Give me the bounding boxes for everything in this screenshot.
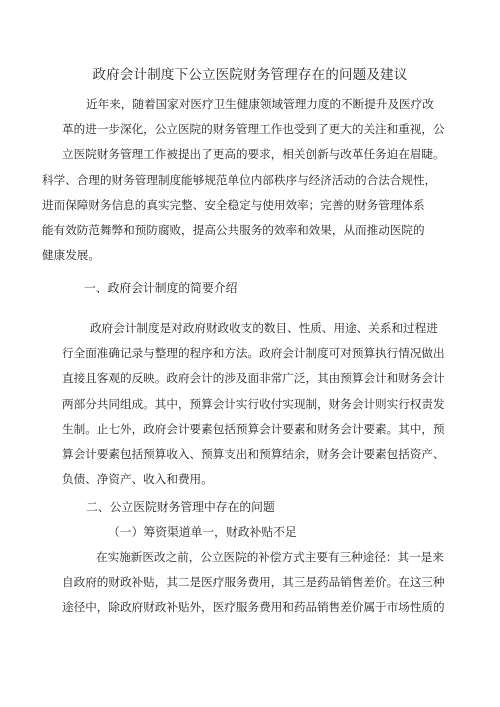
section-heading-2: 二、公立医院财务管理中存在的问题 bbox=[86, 500, 275, 514]
paragraph-line: 算会计要素包括预算收入、预算支出和预算结余，财务会计要素包括资产、 bbox=[62, 446, 445, 461]
subsection1-paragraph bbox=[62, 545, 445, 621]
paragraph-line: 途径中，除政府财政补贴外，医疗服务费用和药品销售差价属于市场性质的 bbox=[62, 600, 445, 615]
paragraph-line: 立医院财务管理工作被提出了更高的要求，相关创新与改革任务迫在眉睫。 bbox=[62, 147, 445, 162]
paragraph-line: 健康发展。 bbox=[42, 248, 100, 263]
paragraph-line: 直接且客观的反映。政府会计的涉及面非常广泛，其由预算会计和财务会计 bbox=[62, 371, 445, 386]
document-title: 政府会计制度下公立医院财务管理存在的问题及建议 bbox=[92, 67, 408, 83]
subsection-heading-1: （一）筹资渠道单一，财政补贴不足 bbox=[108, 525, 297, 539]
paragraph-line: 近年来，随着国家对医疗卫生健康领域管理力度的不断提升及医疗改 bbox=[86, 97, 434, 111]
paragraph-line: 进而保障财务信息的真实完整、安全稳定与使用效率；完善的财务管理体系 bbox=[42, 197, 425, 212]
paragraph-line: 革的进一步深化，公立医院的财务管理工作也受到了更大的关注和重视，公 bbox=[62, 122, 445, 137]
paragraph-line: 生制。止七外，政府会计要素包括预算会计要素和财务会计要素。其中，预 bbox=[62, 421, 445, 436]
paragraph-line: 政府会计制度是对政府财政收支的数目、性质、用途、关系和过程进 bbox=[90, 321, 438, 335]
paragraph-line: 自政府的财政补贴，其二是医疗服务费用，其三是药品销售差价。在这三种 bbox=[62, 575, 445, 590]
section1-paragraph bbox=[62, 316, 445, 492]
paragraph-line: 两部分共同组成。其中，预算会计实行收付实现制，财务会计则实行权责发 bbox=[62, 396, 445, 411]
paragraph-line: 科学、合理的财务管理制度能够规范单位内部秩序与经济活动的合法合规性， bbox=[42, 172, 437, 187]
paragraph-line: 行全面准确记录与整理的程序和方法。政府会计制度可对预算执行情况做出 bbox=[62, 346, 445, 361]
paragraph-line: 能有效防范舞弊和预防腐败，提高公共服务的效率和效果，从而推动医院的 bbox=[42, 222, 425, 237]
section-heading-1: 一、政府会计制度的简要介绍 bbox=[84, 281, 238, 295]
intro-paragraph bbox=[42, 92, 445, 268]
paragraph-line: 负债、净资产、收入和费用。 bbox=[62, 472, 213, 487]
paragraph-line: 在实施新医改之前，公立医院的补偿方式主要有三种途径：其一是来 bbox=[96, 550, 444, 564]
